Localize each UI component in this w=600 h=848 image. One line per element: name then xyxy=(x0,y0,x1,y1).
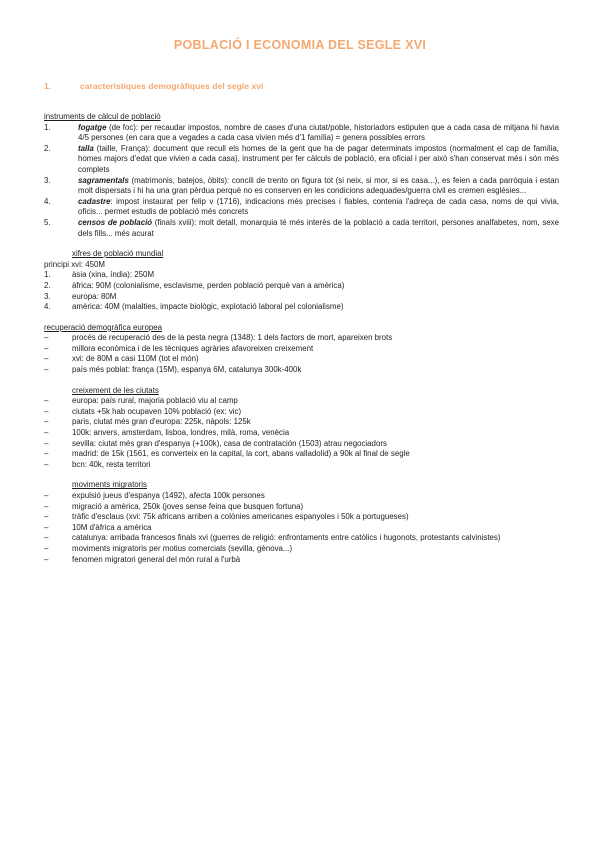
list-item: – madrid: de 15k (1561, es converteix en la capital, la cort, abans valladolid) a 90k al final de segle xyxy=(44,449,410,459)
list-item: – ciutats +5k hab ocupaven 10% població (ex: vic) xyxy=(44,406,242,416)
instruments-heading: instruments de càlcul de població xyxy=(44,112,161,121)
list-item: – 100k: anvers, amsterdam, lisboa, londres, milà, roma, venècia xyxy=(44,428,290,438)
list-item: – fenomen migratori general del món rural a l'urbà xyxy=(44,554,241,564)
list-item: 1. àsia (xina, índia): 250M xyxy=(44,270,155,280)
xifres-intro: principi xvi: 450M xyxy=(44,259,105,269)
list-item: – bcn: 40k, resta territori xyxy=(44,459,151,469)
page-title: POBLACIÓ I ECONOMIA DEL SEGLE XVI xyxy=(173,38,427,52)
section-number: 1. xyxy=(44,81,52,91)
list-item: – tràfic d'esclaus (xvi: 75k africans arriben a colònies americanes espanyoles i 50k a portugueses) xyxy=(44,512,409,522)
list-item: 1. fogatge (de foc): per recaudar impostos, nombre de cases d'una ciutat/poble, historiadors estipulen que a cada casa de mitjana hi havia 4/5 persones (en cara que a vegades a cada casa vivien més d'1 família) = genera possibles errors xyxy=(44,122,559,143)
list-item: – expulsió jueus d'espanya (1492), afecta 100k persones xyxy=(44,491,265,500)
recuperacio-heading: recuperació demogràfica europea xyxy=(44,322,162,332)
list-item: – catalunya: arribada francesos finals xvi (guerres de religió: enfrontaments entre catòlics i hugonots, protestants calvinistes) xyxy=(44,533,501,543)
term: talla xyxy=(78,143,94,153)
list-item: – paris, ciutat més gran d'europa: 225k, nàpols: 125k xyxy=(44,417,251,427)
list-item: 4. amèrica: 40M (malalties, impacte biològic, explotació laboral pel colonialisme) xyxy=(44,302,344,312)
term: censos de població xyxy=(78,217,153,227)
list-item: 4. cadastre: impost instaurat per felip v (1716), indicacions més precises i fiables, contenia l'adreça de cada casa, noms de qui vivia, oficis... permet estudis de població més concrets xyxy=(44,196,559,217)
list-item: 3. europa: 80M xyxy=(44,291,117,301)
list-item: 5. censos de població (finals xviii): molt detall, monarquia té més interès de la població a cada territori, persones analfabetes, nom, sexe dels fills... més acurat xyxy=(44,217,559,238)
moviments-heading: moviments migratoris xyxy=(72,480,147,490)
term: sagramentals xyxy=(78,175,129,185)
list-item: – europa: país rural, majoria població viu al camp xyxy=(44,396,238,406)
list-item: – migració a amèrica, 250k (joves sense feina que busquen fortuna) xyxy=(44,501,304,511)
term: fogatge xyxy=(78,122,107,132)
list-item: 2. àfrica: 90M (colonialisme, esclavisme, perden població perquè van a amèrica) xyxy=(44,280,345,290)
list-item: – xvi: de 80M a casi 110M (tot el món) xyxy=(44,354,199,364)
document-body xyxy=(44,112,559,565)
xifres-heading: xifres de població mundial xyxy=(72,249,164,259)
list-item: – 10M d'àfrica a amèrica xyxy=(44,522,152,532)
ciutats-heading: creixement de les ciutats xyxy=(72,385,159,395)
list-item: – millora econòmica i de les tècniques agràries afavoreixen creixement xyxy=(44,343,314,353)
section-label: característiques demogràfiques del segle xvi xyxy=(80,81,264,91)
list-item: 3. sagramentals (matrimonis, batejos, òbits): concili de trento on figura tot (si neix, si mor, si es casa...), es feien a cada parròquia i estan molt dispersats i hi ha una gran pèrdua perquè no es conserven en les condicions adequades/guerra civil es cremen esglésies... xyxy=(44,175,559,196)
list-item: – sevilla: ciutat més gran d'espanya (+100k), casa de contratación (1503) atrau negociadors xyxy=(44,438,387,448)
section-heading xyxy=(44,81,263,91)
list-item: – procés de recuperació des de la pesta negra (1348): 1 dels factors de mort, apareixen brots xyxy=(44,333,393,343)
list-item: 2. talla (taille, França): document que recull els homes de la gent que ha de pagar determinats impostos (normalment el cap de família, homes majors d'edat que vivien a cada casa), instrument per fer càlculs de població, era oficial i per això s'han conservat més i són més complets xyxy=(44,143,559,174)
list-item: – moviments migratoris per motius comercials (sevilla, gènova...) xyxy=(44,543,293,553)
list-item: – país més poblat: frança (15M), espanya 6M, catalunya 300k-400k xyxy=(44,365,302,375)
term: cadastre xyxy=(78,196,111,206)
